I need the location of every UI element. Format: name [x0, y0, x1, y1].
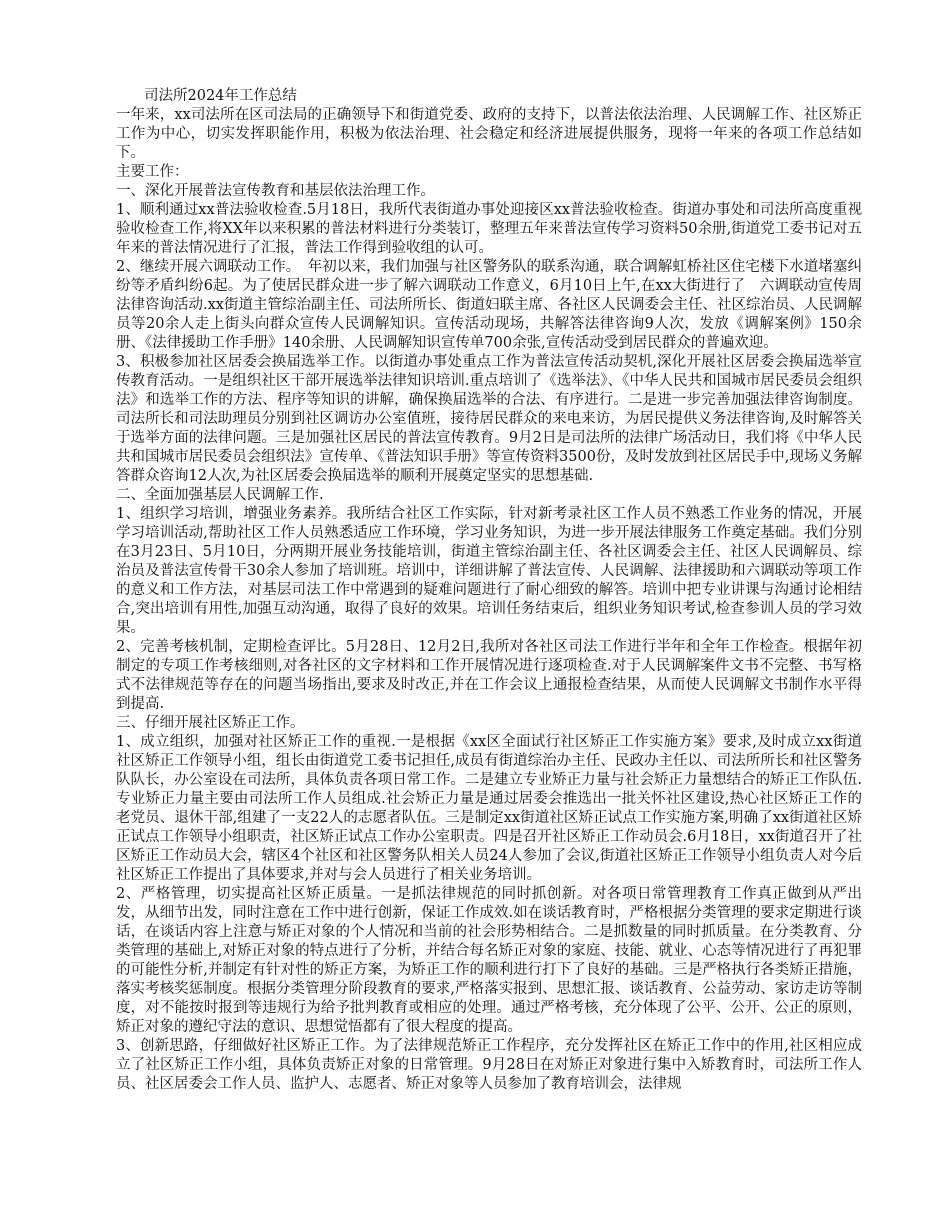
section-1-item-2: 2、继续开展六调联动工作。 年初以来，我们加强与社区警务队的联系沟通，联合调解虹桥社区住宅楼下水道堵塞纠纷等矛盾纠纷6起。为了使居民群众进一步了解六调联动工作意义，6月10日上午,在xx大街进行了 六调联动宣传周法律咨询活动.xx街道主管综治副主任、司法所所长、街道妇联主席、各社区人民调委会主任、社区综治员、人民调解员等20余人走上街头向群众宣传人民调解知识。宣传活动现场，共解答法律咨询9人次，发放《调解案例》150余册、《法律援助工作手册》140余册、人民调解知识宣传单700余张,宣传活动受到居民群众的普遍欢迎。 — [116, 259, 862, 351]
section-2-item-2: 2、完善考核机制，定期检查评比。5月28日、12月2日,我所对各社区司法工作进行半年和全年工作检查。根据年初制定的专项工作考核细则,对各社区的文字材料和工作开展情况进行逐项检查.对于人民调解案件文书不完整、书写格式不法律规范等存在的问题当场指出,要求及时改正,并在工作会议上通报检查结果，从而使人民调解文书制作水平得到提高. — [116, 639, 862, 712]
document-title: 司法所2024年工作总结 — [144, 88, 297, 104]
section-heading-3: 三、仔细开展社区矫正工作。 — [116, 715, 305, 731]
section-heading-2: 二、全面加强基层人民调解工作. — [116, 487, 324, 503]
main-work-heading: 主要工作： — [116, 164, 189, 180]
section-2-item-1: 1、组织学习培训，增强业务素养。我所结合社区工作实际，针对新考录社区工作人员不熟悉工作业务的情况，开展学习培训活动,帮助社区工作人员熟悉适应工作环境，学习业务知识，为进一步开展法律服务工作奠定基础。我们分别在3月23日、5月10日，分两期开展业务技能培训，街道主管综治副主任、各社区调委会主任、社区人民调解员、综治员及普法宣传骨干30余人参加了培训班。培训中，详细讲解了普法宣传、人民调解、法律援助和六调联动等项工作的意义和工作方法，对基层司法工作中常遇到的疑难问题进行了耐心细致的解答。培训中把专业讲课与沟通讨论相结合,突出培训有用性,加强互动沟通，取得了良好的效果。培训任务结束后，组织业务知识考试,检查参训人员的学习效果。 — [116, 506, 862, 636]
document-body — [116, 106, 862, 1094]
section-3-item-2: 2、严格管理，切实提高社区矫正质量。一是抓法律规范的同时抓创新。对各项日常管理教育工作真正做到从严出发，从细节出发，同时注意在工作中进行创新，保证工作成效.如在谈话教育时，严格根据分类管理的要求定期进行谈话，在谈话内容上注意与矫正对象的个人情况和当前的社会形势相结合。二是抓数量的同时抓质量。在分类教育、分类管理的基础上,对矫正对象的特点进行了分析，并结合每名矫正对象的家庭、技能、就业、心态等情况进行了再犯罪的可能性分析,并制定有针对性的矫正方案，为矫正工作的顺利进行打下了良好的基础。三是严格执行各类矫正措施，落实考核奖惩制度。根据分类管理分阶段教育的要求,严格落实报到、思想汇报、谈话教育、公益劳动、家访走访等制度，对不能按时报到等违规行为给予批判教育或相应的处理。通过严格考核，充分体现了公平、公开、公正的原则，矫正对象的遵纪守法的意识、思想觉悟都有了很大程度的提高。 — [116, 886, 862, 1035]
section-heading-1: 一、深化开展普法宣传教育和基层依法治理工作。 — [116, 183, 435, 199]
document-page — [116, 87, 862, 1094]
section-1-item-1: 1、顺利通过xx普法验收检查.5月18日，我所代表街道办事处迎接区xx普法验收检查。街道办事处和司法所高度重视验收检查工作,将XX年以来积累的普法材料进行分类装订，整理五年来普法宣传学习资料50余册,街道党工委书记对五年来的普法情况进行了汇报，普法工作得到验收组的认可。 — [116, 202, 862, 256]
section-1-item-3: 3、积极参加社区居委会换届选举工作。以街道办事处重点工作为普法宣传活动契机,深化开展社区居委会换届选举宣传教育活动。一是组织社区干部开展选举法律知识培训.重点培训了《选举法》、《中华人民共和国城市居民委员会组织法》和选举工作的方法、程序等知识的讲解，确保换届选举的合法、有序进行。二是进一步完善加强法律咨询制度。司法所长和司法助理员分别到社区调访办公室值班，接待居民群众的来电来访，为居民提供义务法律咨询,及时解答关于选举方面的法律问题。三是加强社区居民的普法宣传教育。9月2日是司法所的法律广场活动日，我们将《中华人民共和国城市居民委员会组织法》宣传单、《普法知识手册》等宣传资料3500份，及时发放到社区居民手中,现场义务解答群众咨询12人次,为社区居委会换届选举的顺利开展奠定坚实的思想基础. — [116, 354, 862, 484]
section-3-item-1: 1、成立组织，加强对社区矫正工作的重视.一是根据《xx区全面试行社区矫正工作实施方案》要求,及时成立xx街道社区矫正工作领导小组，组长由街道党工委书记担任,成员有街道综治办主任、民政办主任以、司法所所长和社区警务队队长，办公室设在司法所，具体负责各项日常工作。二是建立专业矫正力量与社会矫正力量想结合的矫正工作队伍.专业矫正力量主要由司法所工作人员组成.社会矫正力量是通过居委会推选出一批关怀社区建设,热心社区矫正工作的老党员、退休干部,组建了一支22人的志愿者队伍。三是制定xx街道社区矫正试点工作实施方案,明确了xx街道社区矫正试点工作领导小组职责，社区矫正试点工作办公室职责。四是召开社区矫正工作动员会.6月18日，xx街道召开了社区矫正工作动员大会，辖区4个社区和社区警务队相关人员24人参加了会议,街道社区矫正工作领导小组负责人对今后社区矫正工作提出了具体要求,并对与会人员进行了相关业务培训。 — [116, 734, 862, 883]
intro-paragraph: 一年来，xx司法所在区司法局的正确领导下和街道党委、政府的支持下，以普法依法治理、人民调解工作、社区矫正工作为中心，切实发挥职能作用，积极为依法治理、社会稳定和经济进展提供服务，现将一年来的各项工作总结如下。 — [116, 107, 862, 161]
section-3-item-3: 3、创新思路，仔细做好社区矫正工作。为了法律规范矫正工作程序，充分发挥社区在矫正工作中的作用,社区相应成立了社区矫正工作小组，具体负责矫正对象的日常管理。9月28日在对矫正对象进行集中入矫教育时，司法所工作人员、社区居委会工作人员、监护人、志愿者、矫正对象等人员参加了教育培训会，法律规 — [116, 1038, 862, 1092]
